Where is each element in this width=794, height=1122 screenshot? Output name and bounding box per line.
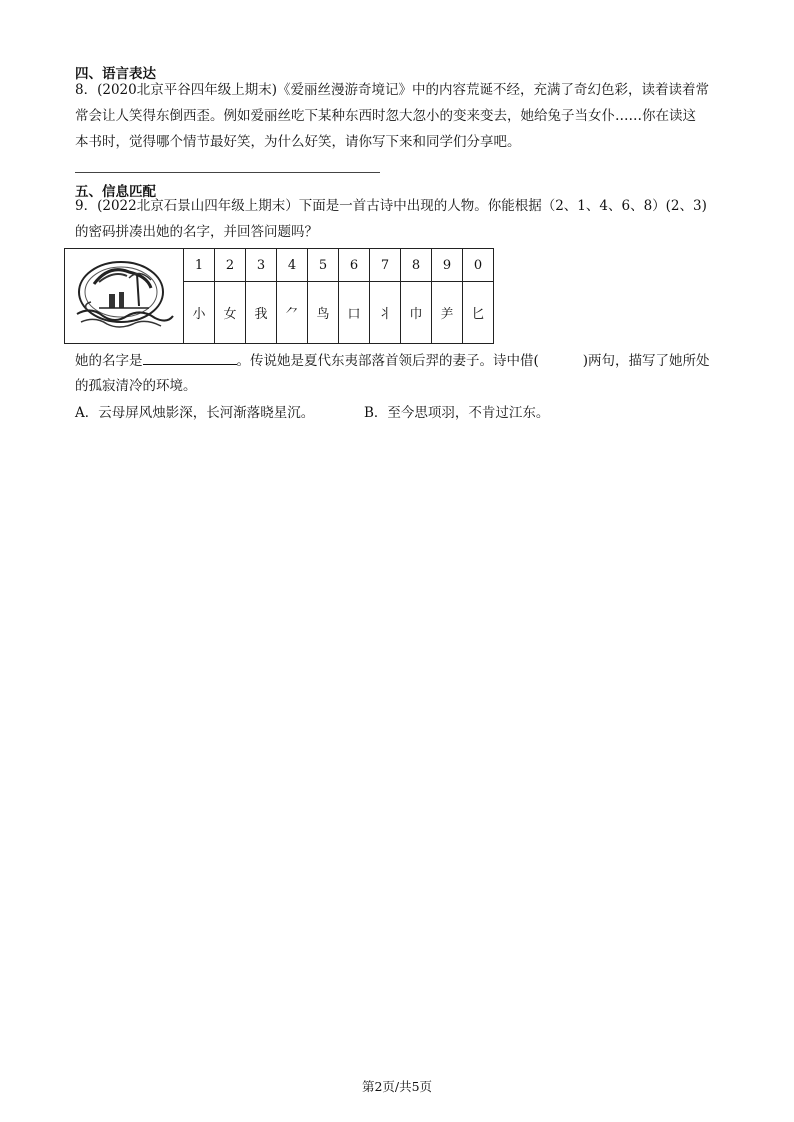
cipher-number: 1: [184, 249, 215, 282]
cipher-number: 3: [246, 249, 277, 282]
q9-text-a: 她的名字是: [75, 353, 143, 369]
cipher-char: 巾: [401, 282, 432, 344]
q8-line2: 常会让人笑得东倒西歪。例如爱丽丝吃下某种东西时忽大忽小的变来变去，她给兔子当女仆……你在读这: [75, 108, 696, 124]
q8-line1: 8．(2020北京平谷四年级上期末)《爱丽丝漫游奇境记》中的内容荒诞不经，充满了奇幻色彩，读着读着常: [75, 82, 709, 98]
cipher-number: 9: [432, 249, 463, 282]
q9-line1: 9．(2022北京石景山四年级上期末）下面是一首古诗中出现的人物。你能根据（2、1、4、6、8）(2、3): [75, 198, 707, 214]
cipher-number: 7: [370, 249, 401, 282]
option-a[interactable]: A．云母屏风烛影深，长河渐落晓星沉。: [75, 405, 315, 421]
moon-goddess-illustration: [65, 249, 184, 344]
q9-text-b: 。传说她是夏代东夷部落首领后羿的妻子。诗中借(: [236, 353, 539, 369]
cipher-char: 我: [246, 282, 277, 344]
cipher-table: [64, 248, 494, 344]
cipher-char: 口: [339, 282, 370, 344]
cipher-number: 5: [308, 249, 339, 282]
cipher-char: ⺦: [370, 282, 401, 344]
cipher-char: 鸟: [308, 282, 339, 344]
cipher-number: 8: [401, 249, 432, 282]
section4-heading: 四、语言表达: [75, 66, 156, 82]
cipher-char: ⺈: [277, 282, 308, 344]
q9-text-c: )两句，描写了她所处: [582, 353, 710, 369]
page-footer: 第2页/共5页: [361, 1079, 433, 1094]
section5-heading: 五、信息匹配: [75, 184, 156, 200]
cipher-char: 匕: [463, 282, 494, 344]
cipher-number: 0: [463, 249, 494, 282]
q8-answer-line[interactable]: [75, 172, 380, 173]
q9-answer-line: [75, 350, 720, 371]
q9-answer-line2: 的孤寂清冷的环境。: [75, 378, 197, 394]
name-blank[interactable]: [143, 350, 237, 365]
cipher-number: 4: [277, 249, 308, 282]
cipher-number: 2: [215, 249, 246, 282]
moon-illustration-icon: [69, 254, 179, 334]
option-b[interactable]: B．至今思项羽，不肯过江东。: [364, 405, 550, 421]
cipher-char: ⺶: [432, 282, 463, 344]
cipher-char: 小: [184, 282, 215, 344]
q9-line2: 的密码拼凑出她的名字，并回答问题吗？: [75, 224, 318, 240]
cipher-number: 6: [339, 249, 370, 282]
cipher-char: 女: [215, 282, 246, 344]
q8-line3: 本书时，觉得哪个情节最好笑，为什么好笑，请你写下来和同学们分享吧。: [75, 134, 521, 150]
